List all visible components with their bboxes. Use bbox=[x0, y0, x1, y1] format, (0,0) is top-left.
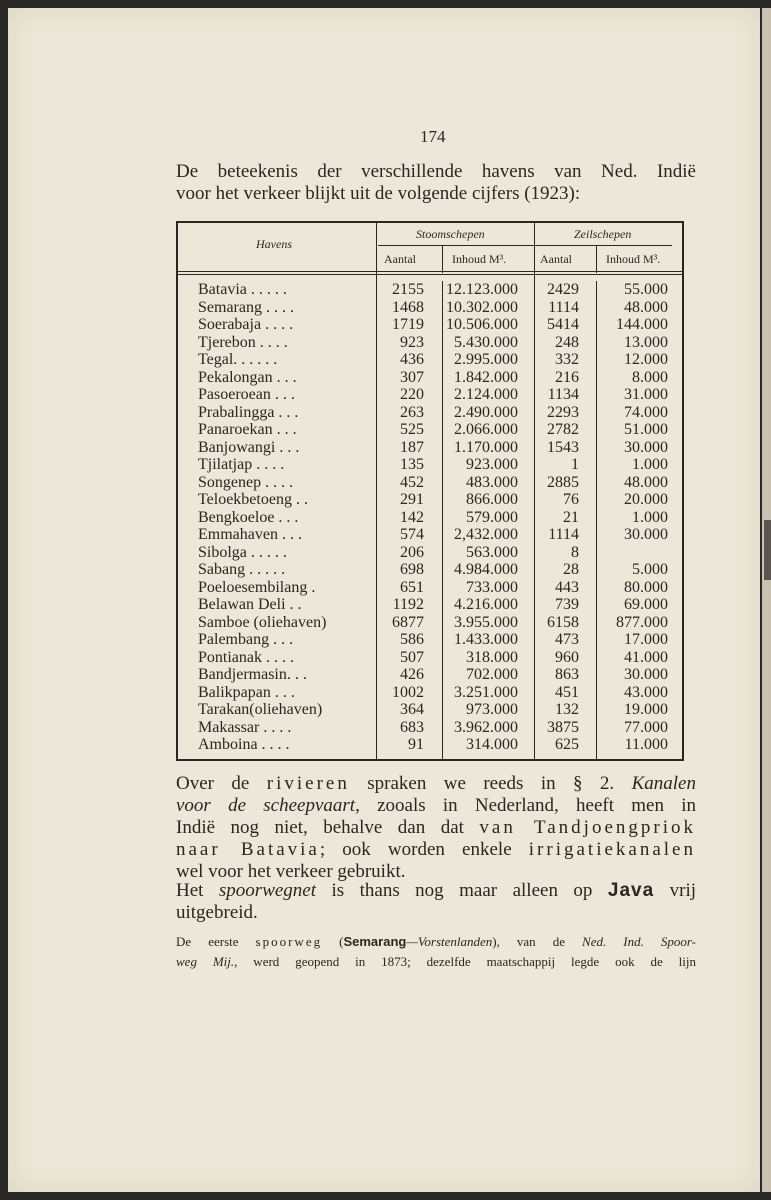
zeil-aantal: 332 bbox=[555, 351, 579, 368]
stoom-aantal: 1468 bbox=[392, 298, 424, 316]
zeil-aantal: 960 bbox=[555, 648, 579, 666]
text: ( bbox=[322, 934, 344, 949]
zeil-inhoud: 20.000 bbox=[624, 491, 668, 508]
table-row bbox=[178, 404, 682, 422]
haven-name: Sibolga . . . . . bbox=[198, 543, 287, 561]
text: vrij bbox=[654, 880, 697, 901]
zeil-aantal: 132 bbox=[555, 701, 579, 718]
stoom-inhoud: 579.000 bbox=[466, 508, 518, 526]
table-row bbox=[178, 719, 682, 737]
stoom-aantal: 586 bbox=[400, 631, 424, 648]
zeil-inhoud: 8.000 bbox=[632, 368, 668, 386]
col-havens: Havens bbox=[256, 237, 292, 251]
stoom-inhoud: 10.302.000 bbox=[446, 298, 518, 316]
sub-inhoud-zeil: Inhoud M³. bbox=[606, 252, 661, 266]
stoom-inhoud: 318.000 bbox=[466, 648, 518, 666]
stoom-inhoud: 5.430.000 bbox=[454, 333, 518, 351]
zeil-aantal: 1134 bbox=[547, 386, 579, 403]
zeil-inhoud: 30.000 bbox=[624, 438, 668, 456]
zeil-aantal: 3875 bbox=[547, 718, 579, 736]
stoom-inhoud: 866.000 bbox=[466, 491, 518, 508]
stoom-inhoud: 4.984.000 bbox=[454, 561, 518, 578]
zeil-inhoud: 11.000 bbox=[624, 736, 668, 753]
table-row bbox=[178, 736, 682, 754]
stoom-inhoud: 4.216.000 bbox=[454, 596, 518, 613]
spaced-text: irrigatiekanalen bbox=[528, 839, 696, 860]
stoom-aantal: 307 bbox=[400, 368, 424, 386]
haven-name: Teloekbetoeng . . bbox=[198, 491, 308, 508]
page-number: 174 bbox=[420, 127, 446, 146]
haven-name: Soerabaja . . . . bbox=[198, 316, 294, 333]
italic-text: voor de scheepvaart bbox=[176, 795, 356, 816]
bold-text: Java bbox=[607, 880, 655, 901]
table-row bbox=[178, 649, 682, 667]
stoom-inhoud: 2,432.000 bbox=[454, 526, 518, 543]
group-stoomschepen: Stoomschepen bbox=[416, 227, 485, 241]
table-row bbox=[178, 579, 682, 597]
table-row bbox=[178, 369, 682, 387]
italic-text: weg Mij. bbox=[176, 954, 235, 969]
bold-text: Semarang bbox=[343, 934, 407, 949]
stoom-aantal: 683 bbox=[400, 718, 424, 736]
stoom-inhoud: 1.842.000 bbox=[454, 368, 518, 386]
spaced-text: naar Batavia bbox=[176, 839, 320, 860]
zeil-aantal: 1543 bbox=[547, 438, 579, 456]
zeil-aantal: 863 bbox=[555, 666, 579, 683]
rivers-line-1 bbox=[176, 773, 696, 795]
table-row bbox=[178, 299, 682, 317]
stoom-aantal: 525 bbox=[400, 421, 424, 438]
text: is thans nog maar alleen op bbox=[316, 880, 608, 901]
stoom-inhoud: 3.251.000 bbox=[454, 683, 518, 701]
haven-name: Sabang . . . . . bbox=[198, 561, 286, 578]
zeil-inhoud: 5.000 bbox=[632, 561, 668, 578]
haven-name: Pontianak . . . . bbox=[198, 648, 294, 666]
stoom-inhoud: 563.000 bbox=[466, 543, 518, 561]
text: Het bbox=[176, 880, 219, 901]
table-row bbox=[178, 544, 682, 562]
zeil-inhoud: 43.000 bbox=[624, 683, 668, 701]
haven-name: Banjowangi . . . bbox=[198, 438, 300, 456]
stoom-aantal: 1719 bbox=[392, 316, 424, 333]
zeil-aantal: 1114 bbox=[548, 298, 579, 316]
rail-line-2: uitgebreid. bbox=[176, 902, 258, 923]
edge-marker bbox=[764, 520, 771, 580]
stoom-inhoud: 12.123.000 bbox=[446, 281, 518, 298]
stoom-aantal: 220 bbox=[400, 386, 424, 403]
zeil-aantal: 248 bbox=[555, 333, 579, 351]
header-rule-double bbox=[178, 274, 682, 275]
haven-name: Bengkoeloe . . . bbox=[198, 508, 299, 526]
haven-name: Emmahaven . . . bbox=[198, 526, 302, 543]
stoom-aantal: 2155 bbox=[392, 281, 424, 298]
stoom-inhoud: 2.124.000 bbox=[454, 386, 518, 403]
stoom-aantal: 364 bbox=[400, 701, 424, 718]
zeil-inhoud: 17.000 bbox=[624, 631, 668, 648]
zeil-inhoud: 48.000 bbox=[624, 298, 668, 316]
haven-name: Batavia . . . . . bbox=[198, 281, 287, 298]
zeil-inhoud: 12.000 bbox=[624, 351, 668, 368]
zeil-inhoud: 19.000 bbox=[624, 701, 668, 718]
stoom-inhoud: 1.433.000 bbox=[454, 631, 518, 648]
text: spraken we reeds in § 2. bbox=[349, 773, 632, 794]
zeil-aantal: 28 bbox=[563, 561, 579, 578]
stoom-aantal: 698 bbox=[400, 561, 424, 578]
stoom-aantal: 1192 bbox=[392, 596, 424, 613]
zeil-inhoud: 1.000 bbox=[632, 508, 668, 526]
stoom-inhoud: 483.000 bbox=[466, 473, 518, 491]
table-row bbox=[178, 456, 682, 474]
zeil-inhoud: 80.000 bbox=[624, 578, 668, 596]
zeil-inhoud: 30.000 bbox=[624, 666, 668, 683]
text: Over de bbox=[176, 773, 267, 794]
table-row bbox=[178, 684, 682, 702]
rivers-line-5: wel voor het verkeer gebruikt. bbox=[176, 861, 406, 882]
text: Indië nog niet, behalve dan dat bbox=[176, 817, 480, 838]
zeil-inhoud: 51.000 bbox=[624, 421, 668, 438]
zeil-inhoud: 69.000 bbox=[624, 596, 668, 613]
table-row bbox=[178, 439, 682, 457]
rivers-paragraph bbox=[176, 773, 696, 883]
zeil-inhoud: 48.000 bbox=[624, 473, 668, 491]
page-edge bbox=[762, 8, 771, 1192]
intro-line-1: De beteekenis der verschillende havens van Ned. Indië bbox=[176, 161, 696, 182]
stoom-inhoud: 2.066.000 bbox=[454, 421, 518, 438]
col-divider-2-head bbox=[442, 245, 443, 273]
table-row bbox=[178, 334, 682, 352]
stoom-aantal: 91 bbox=[408, 736, 424, 753]
zeil-aantal: 2885 bbox=[547, 473, 579, 491]
table-row bbox=[178, 386, 682, 404]
zeil-inhoud: 77.000 bbox=[624, 718, 668, 736]
stoom-aantal: 263 bbox=[400, 403, 424, 421]
stoom-inhoud: 702.000 bbox=[466, 666, 518, 683]
table-body bbox=[178, 281, 682, 754]
haven-name: Balikpapan . . . bbox=[198, 683, 295, 701]
zeil-inhoud: 1.000 bbox=[632, 456, 668, 473]
table-row bbox=[178, 421, 682, 439]
stoom-aantal: 923 bbox=[400, 333, 424, 351]
haven-name: Pasoeroean . . . bbox=[198, 386, 295, 403]
italic-text: —Vorstenlanden bbox=[406, 934, 493, 949]
stoom-inhoud: 2.490.000 bbox=[454, 403, 518, 421]
stoom-aantal: 6877 bbox=[392, 613, 424, 631]
zeil-inhoud: 144.000 bbox=[616, 316, 668, 333]
stoom-inhoud: 973.000 bbox=[466, 701, 518, 718]
text: , werd geopend in 1873; dezelfde maatschappij legde ook de lijn bbox=[234, 954, 696, 969]
table-row bbox=[178, 509, 682, 527]
stoom-aantal: 135 bbox=[400, 456, 424, 473]
spaced-text: spoorweg bbox=[255, 934, 323, 949]
zeil-aantal: 21 bbox=[563, 508, 579, 526]
zeil-aantal: 2429 bbox=[547, 281, 579, 298]
stoom-aantal: 187 bbox=[400, 438, 424, 456]
stoom-inhoud: 733.000 bbox=[466, 578, 518, 596]
haven-name: Bandjermasin. . . bbox=[198, 666, 307, 683]
stoom-inhoud: 3.962.000 bbox=[454, 718, 518, 736]
stoom-inhoud: 314.000 bbox=[466, 736, 518, 753]
zeil-inhoud: 30.000 bbox=[624, 526, 668, 543]
haven-name: Prabalingga . . . bbox=[198, 403, 299, 421]
haven-name: Makassar . . . . bbox=[198, 718, 292, 736]
spaced-text: van Tandjoengpriok bbox=[479, 817, 696, 838]
stoom-aantal: 574 bbox=[400, 526, 424, 543]
haven-name: Tjilatjap . . . . bbox=[198, 456, 285, 473]
zeil-aantal: 1 bbox=[571, 456, 579, 473]
foot-line-2 bbox=[176, 952, 696, 972]
table-row bbox=[178, 561, 682, 579]
haven-name: Tarakan(oliehaven) bbox=[198, 701, 323, 718]
stoom-aantal: 291 bbox=[400, 491, 424, 508]
zeil-aantal: 1114 bbox=[548, 526, 579, 543]
table-row bbox=[178, 474, 682, 492]
col-divider-4-head bbox=[596, 245, 597, 273]
stoom-aantal: 452 bbox=[400, 473, 424, 491]
zeil-inhoud: 13.000 bbox=[624, 333, 668, 351]
zeil-aantal: 443 bbox=[555, 578, 579, 596]
rail-paragraph bbox=[176, 880, 696, 924]
rail-line-1 bbox=[176, 880, 696, 902]
sub-inhoud-stoom: Inhoud M³. bbox=[452, 252, 507, 266]
zeil-aantal: 2782 bbox=[547, 421, 579, 438]
table-row bbox=[178, 491, 682, 509]
stoom-inhoud: 3.955.000 bbox=[454, 613, 518, 631]
rivers-line-3 bbox=[176, 817, 696, 839]
spaced-text: rivieren bbox=[266, 773, 350, 794]
stoom-inhoud: 923.000 bbox=[466, 456, 518, 473]
stoom-aantal: 142 bbox=[400, 508, 424, 526]
zeil-aantal: 8 bbox=[571, 543, 579, 561]
sub-aantal-stoom: Aantal bbox=[384, 252, 416, 266]
zeil-inhoud: 74.000 bbox=[624, 403, 668, 421]
stoom-aantal: 1002 bbox=[392, 683, 424, 701]
haven-name: Amboina . . . . bbox=[198, 736, 290, 753]
table-row bbox=[178, 701, 682, 719]
haven-name: Pekalongan . . . bbox=[198, 368, 297, 386]
table-row bbox=[178, 596, 682, 614]
text: De eerste bbox=[176, 934, 256, 949]
table-row bbox=[178, 281, 682, 299]
haven-name: Samboe (oliehaven) bbox=[198, 613, 327, 631]
haven-name: Belawan Deli . . bbox=[198, 596, 302, 613]
italic-text: Ned. Ind. Spoor- bbox=[582, 934, 696, 949]
haven-name: Tegal. . . . . . bbox=[198, 351, 278, 368]
table-row bbox=[178, 631, 682, 649]
text: ; ook worden enkele bbox=[319, 839, 529, 860]
zeil-inhoud: 877.000 bbox=[616, 613, 668, 631]
zeil-aantal: 473 bbox=[555, 631, 579, 648]
zeil-aantal: 216 bbox=[555, 368, 579, 386]
haven-name: Palembang . . . bbox=[198, 631, 294, 648]
italic-text: Kanalen bbox=[631, 773, 696, 794]
zeil-aantal: 76 bbox=[563, 491, 579, 508]
stoom-aantal: 206 bbox=[400, 543, 424, 561]
stoom-aantal: 436 bbox=[400, 351, 424, 368]
stoom-aantal: 651 bbox=[400, 578, 424, 596]
zeil-aantal: 625 bbox=[555, 736, 579, 753]
zeil-aantal: 739 bbox=[555, 596, 579, 613]
stoom-aantal: 507 bbox=[400, 648, 424, 666]
italic-text: spoorwegnet bbox=[218, 880, 317, 901]
haven-name: Semarang . . . . bbox=[198, 298, 294, 316]
table-row bbox=[178, 614, 682, 632]
rivers-line-2 bbox=[176, 795, 696, 817]
group-rule bbox=[378, 245, 672, 246]
zeil-aantal: 2293 bbox=[547, 403, 579, 421]
footnote-paragraph bbox=[176, 932, 696, 972]
zeil-aantal: 451 bbox=[555, 683, 579, 701]
intro-paragraph bbox=[176, 161, 696, 205]
haven-name: Panaroekan . . . bbox=[198, 421, 297, 438]
table-row bbox=[178, 316, 682, 334]
table-row bbox=[178, 351, 682, 369]
haven-name: Tjerebon . . . . bbox=[198, 333, 288, 351]
foot-line-1 bbox=[176, 932, 696, 952]
zeil-inhoud: 31.000 bbox=[624, 386, 668, 403]
stoom-inhoud: 1.170.000 bbox=[454, 438, 518, 456]
group-zeilschepen: Zeilschepen bbox=[574, 227, 632, 241]
header-rule bbox=[178, 271, 682, 272]
table-row bbox=[178, 666, 682, 684]
stoom-aantal: 426 bbox=[400, 666, 424, 683]
zeil-inhoud: 41.000 bbox=[624, 648, 668, 666]
intro-line-2: voor het verkeer blijkt uit de volgende cijfers (1923): bbox=[176, 183, 581, 204]
haven-name: Songenep . . . . bbox=[198, 473, 294, 491]
text: , zooals in Nederland, heeft men in bbox=[355, 795, 696, 816]
zeil-aantal: 6158 bbox=[547, 613, 579, 631]
table-row bbox=[178, 526, 682, 544]
text: ), van de bbox=[492, 934, 583, 949]
sub-aantal-zeil: Aantal bbox=[540, 252, 572, 266]
stoom-inhoud: 10.506.000 bbox=[446, 316, 518, 333]
zeil-aantal: 5414 bbox=[547, 316, 579, 333]
zeil-inhoud: 55.000 bbox=[624, 281, 668, 298]
rivers-line-4 bbox=[176, 839, 696, 861]
haven-name: Poeloesembilang . bbox=[198, 578, 316, 596]
stoom-inhoud: 2.995.000 bbox=[454, 351, 518, 368]
havens-table bbox=[176, 221, 684, 761]
